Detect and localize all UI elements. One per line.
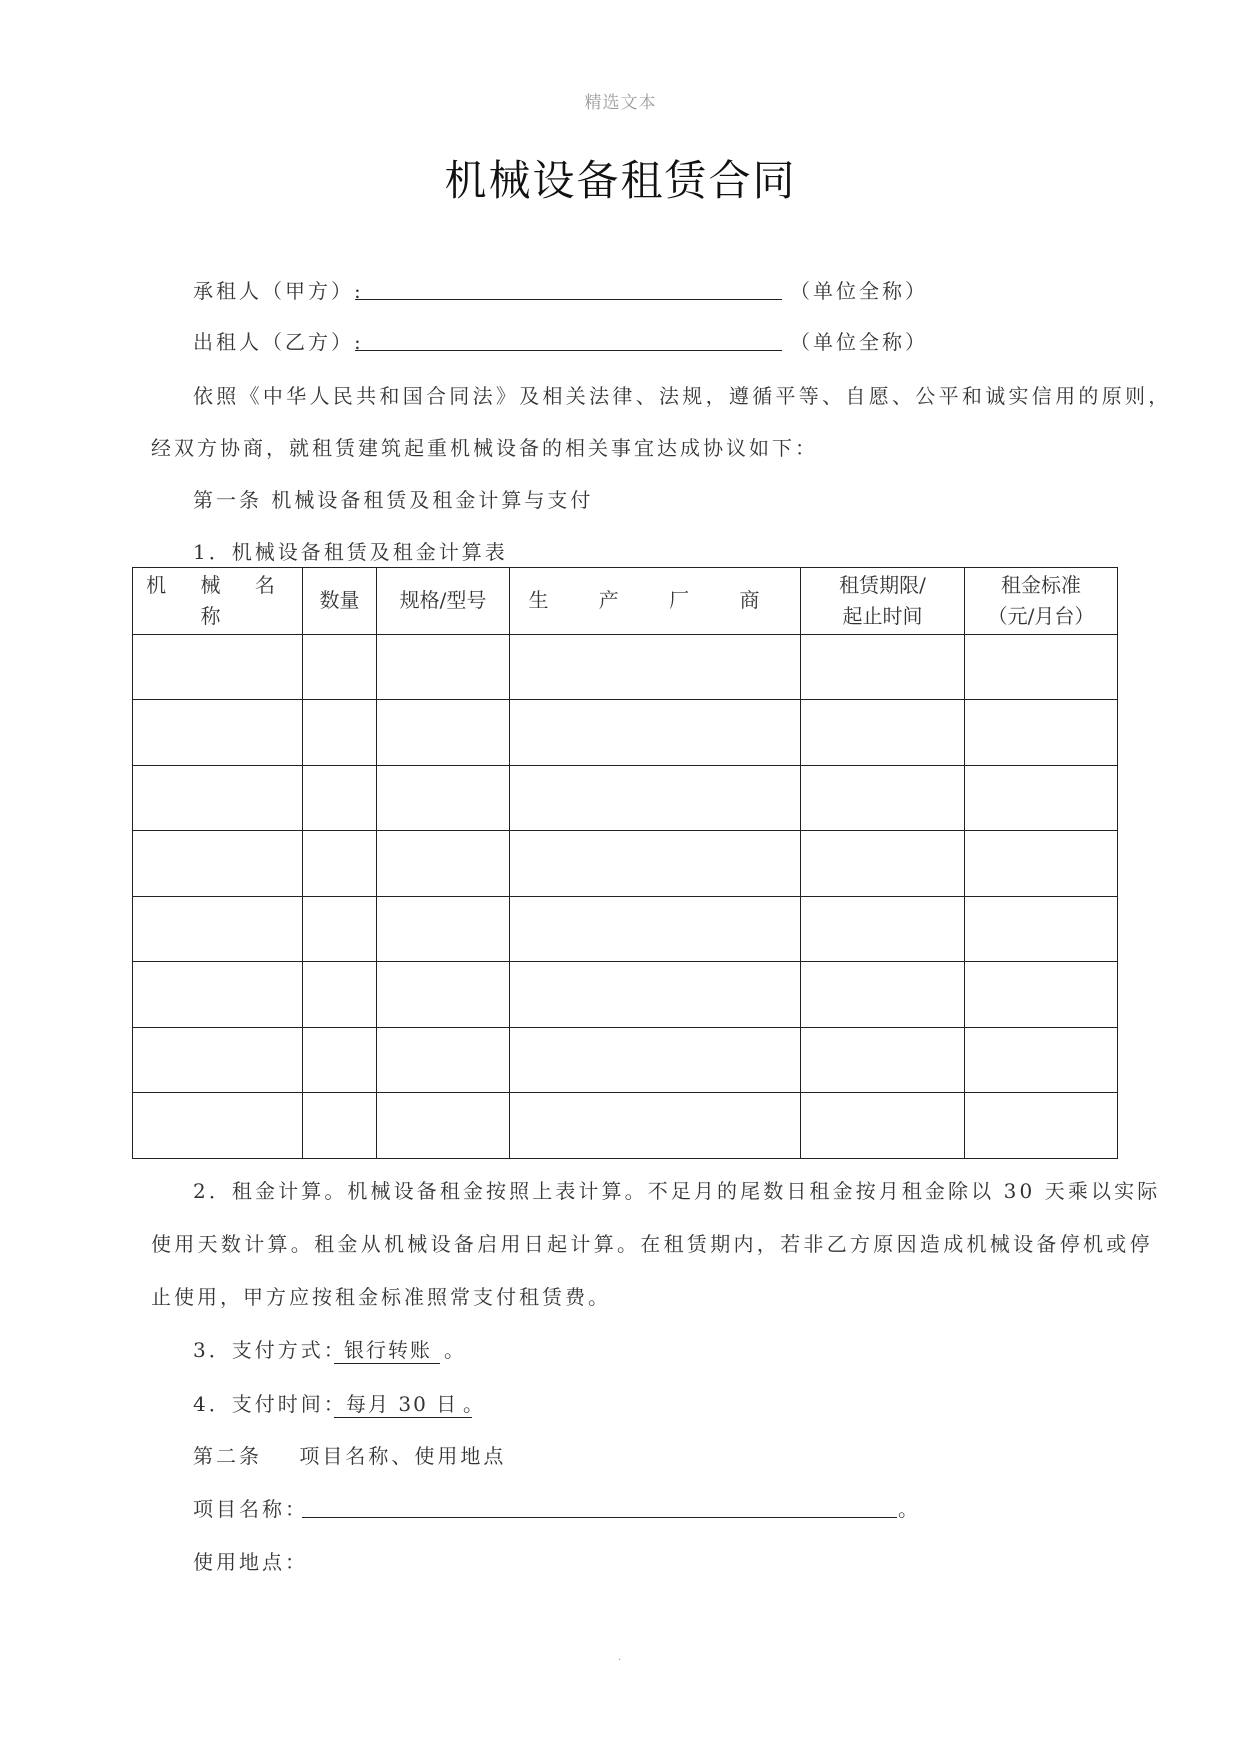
article-2-heading: 第二条 项目名称、使用地点: [193, 1444, 507, 1468]
header-rent-standard-line-2: （元/月台）: [987, 603, 1095, 628]
table-cell[interactable]: [801, 700, 965, 766]
item-2-line-2: 使用天数计算。租金从机械设备启用日起计算。在租赁期内，若非乙方原因造成机械设备停机或停: [151, 1232, 1153, 1256]
header-lease-period: [801, 568, 965, 635]
table-cell[interactable]: [510, 1027, 801, 1093]
header-rent-standard: [965, 568, 1118, 635]
table-cell[interactable]: [965, 962, 1118, 1028]
table-cell[interactable]: [303, 1093, 377, 1159]
table-cell[interactable]: [303, 831, 377, 897]
table-cell[interactable]: [377, 1027, 510, 1093]
table-row: [133, 634, 1118, 700]
table-row: [133, 896, 1118, 962]
payment-method-end: 。: [444, 1338, 467, 1362]
table-row: [133, 765, 1118, 831]
table-cell[interactable]: [510, 634, 801, 700]
table-cell[interactable]: [133, 962, 303, 1028]
party-a-blank[interactable]: [355, 279, 782, 300]
payment-time-value[interactable]: 每月 30 日: [334, 1388, 472, 1418]
header-spec-model: 规格/型号: [377, 568, 510, 635]
party-a-suffix: （单位全称）: [790, 279, 928, 303]
payment-time-label: 4．支付时间：: [193, 1392, 347, 1416]
table-cell[interactable]: [965, 700, 1118, 766]
table-cell[interactable]: [965, 765, 1118, 831]
table-cell[interactable]: [133, 1027, 303, 1093]
table-cell[interactable]: [965, 634, 1118, 700]
table-cell[interactable]: [133, 765, 303, 831]
table-cell[interactable]: [133, 831, 303, 897]
table-cell[interactable]: [303, 634, 377, 700]
header-lease-period-line-2: 起止时间: [842, 603, 923, 628]
table-cell[interactable]: [801, 962, 965, 1028]
table-cell[interactable]: [377, 1093, 510, 1159]
table-cell[interactable]: [510, 831, 801, 897]
party-b-label: 出租人（乙方）:: [193, 330, 364, 354]
payment-method-label: 3．支付方式：: [193, 1338, 347, 1362]
table-cell[interactable]: [377, 831, 510, 897]
table-cell[interactable]: [133, 896, 303, 962]
table-cell[interactable]: [510, 1093, 801, 1159]
table-cell[interactable]: [303, 896, 377, 962]
party-b-blank[interactable]: [355, 330, 782, 351]
table-row: [133, 1093, 1118, 1159]
table-cell[interactable]: [303, 765, 377, 831]
document-title: 机械设备租赁合同: [444, 156, 797, 205]
table-cell[interactable]: [801, 634, 965, 700]
table-cell[interactable]: [510, 896, 801, 962]
table-cell[interactable]: [801, 831, 965, 897]
table-header-row: [133, 568, 1118, 635]
item-2-line-3: 止使用，甲方应按租金标准照常支付租赁费。: [151, 1285, 611, 1309]
table-cell[interactable]: [377, 634, 510, 700]
table-caption: 1．机械设备租赁及租金计算表: [193, 540, 508, 564]
table-cell[interactable]: [965, 831, 1118, 897]
table-cell[interactable]: [801, 1093, 965, 1159]
table-row: [133, 1027, 1118, 1093]
table-cell[interactable]: [377, 962, 510, 1028]
project-name-end: 。: [898, 1497, 921, 1521]
table-row: [133, 700, 1118, 766]
table-cell[interactable]: [510, 700, 801, 766]
project-name-label: 项目名称：: [193, 1497, 308, 1521]
article-1-heading: 第一条 机械设备租赁及租金计算与支付: [193, 488, 594, 512]
table-cell[interactable]: [377, 765, 510, 831]
header-quantity: 数量: [303, 568, 377, 635]
table-cell[interactable]: [303, 700, 377, 766]
intro-line-2: 经双方协商，就租赁建筑起重机械设备的相关事宜达成协议如下：: [151, 436, 818, 460]
header-manufacturer: 生 产 厂 商: [510, 568, 801, 635]
header-machine-name: 机 械 名 称: [133, 568, 303, 635]
table-cell[interactable]: [303, 1027, 377, 1093]
table-row: [133, 831, 1118, 897]
table-cell[interactable]: [133, 700, 303, 766]
table-cell[interactable]: [801, 765, 965, 831]
table-cell[interactable]: [510, 962, 801, 1028]
payment-method-value[interactable]: 银行转账: [334, 1334, 440, 1364]
footer-mark: .: [618, 1652, 622, 1663]
party-b-suffix: （单位全称）: [790, 330, 928, 354]
table-cell[interactable]: [510, 765, 801, 831]
intro-line-1: 依照《中华人民共和国合同法》及相关法律、法规，遵循平等、自愿、公平和诚实信用的原则，: [193, 384, 1172, 408]
location-label: 使用地点：: [193, 1550, 308, 1574]
table-cell[interactable]: [377, 896, 510, 962]
table-cell[interactable]: [133, 634, 303, 700]
party-a-label: 承租人（甲方）:: [193, 279, 364, 303]
rental-calculation-table: [132, 567, 1118, 1159]
table-cell[interactable]: [965, 1093, 1118, 1159]
table-cell[interactable]: [801, 1027, 965, 1093]
header-rent-standard-line-1: 租金标准: [1001, 572, 1081, 597]
table-cell[interactable]: [377, 700, 510, 766]
table-row: [133, 962, 1118, 1028]
item-2-line-1: 2．租金计算。机械设备租金按照上表计算。不足月的尾数日租金按月租金除以 30 天乘以实际: [193, 1179, 1161, 1203]
table-cell[interactable]: [133, 1093, 303, 1159]
table-cell[interactable]: [965, 1027, 1118, 1093]
project-name-blank[interactable]: [302, 1497, 897, 1518]
table-cell[interactable]: [801, 896, 965, 962]
payment-time-end: 。: [463, 1392, 486, 1416]
header-lease-period-line-1: 租赁期限/: [839, 572, 926, 597]
table-cell[interactable]: [965, 896, 1118, 962]
header-note: 精选文本: [584, 93, 657, 113]
table-cell[interactable]: [303, 962, 377, 1028]
